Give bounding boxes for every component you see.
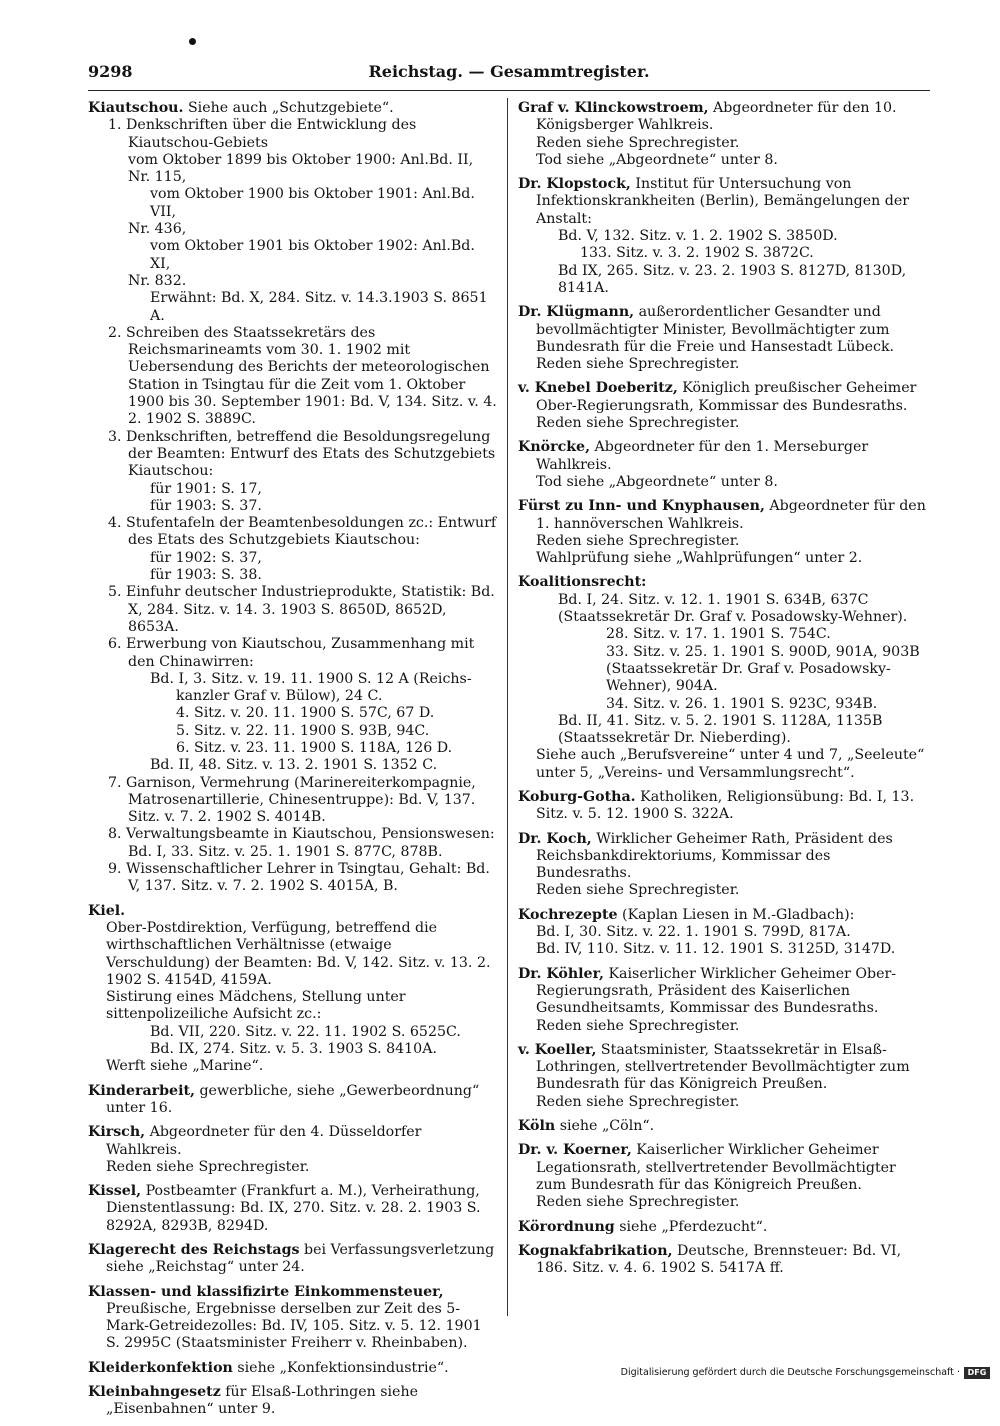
entry-subline: Bd IX, 265. Sitz. v. 23. 2. 1903 S. 8127D, 8130D, 8141A.	[558, 262, 907, 296]
entry-text: Siehe auch „Schutzgebiete“.	[183, 100, 394, 116]
entry-text: (Kaplan Liesen in M.-Gladbach):	[617, 906, 855, 923]
index-entry	[88, 1124, 497, 1176]
entry-line	[518, 380, 930, 415]
left-column	[88, 100, 497, 1426]
entry-line	[518, 1118, 930, 1135]
entry-subline: 2. Schreiben des Staatssekretärs des Reichsmarineamts vom 30. 1. 1902 mit Uebersendung des Berichts der meteorologischen Station in Tsingtau für die Zeit vom 1. Oktober 1900 bis 30. September 1901: Bd. V, 134. Sitz. v. 4. 2. 1902 S. 3889C.	[108, 324, 497, 428]
index-entry	[88, 1384, 497, 1419]
entry-line	[518, 439, 930, 474]
entry-heading: Knörcke,	[518, 439, 591, 456]
entry-subline: vom Oktober 1899 bis Oktober 1900: Anl.Bd. II,	[128, 151, 474, 168]
index-entry	[518, 1042, 930, 1111]
entry-heading: Klassen- und klassifizirte Einkommensteuer,	[88, 1283, 444, 1300]
index-entry	[518, 574, 930, 782]
entry-text: siehe „Konfektionsindustrie“.	[232, 1359, 449, 1376]
index-entry	[518, 498, 930, 567]
entry-subline: Reden siehe Sprechregister.	[536, 415, 740, 432]
index-entry	[518, 789, 930, 824]
entry-heading: Kinderarbeit,	[88, 1082, 195, 1099]
entry-subline: 28. Sitz. v. 17. 1. 1901 S. 754C.	[606, 626, 831, 643]
entry-subline: Reden siehe Sprechregister.	[536, 356, 740, 373]
entry-text: Abgeordneter für den 1. Merseburger Wahlkreis.	[536, 439, 869, 473]
running-head: Reichstag. — Gesammtregister.	[368, 62, 650, 81]
entry-line	[518, 1042, 930, 1094]
entry-subline: 5. Einfuhr deutscher Industrieprodukte, Statistik: Bd. X, 284. Sitz. v. 14. 3. 1903 S. 8650D, 8652D, 8653A.	[108, 584, 495, 635]
column-divider	[507, 98, 508, 1316]
entry-text: Postbeamter (Frankfurt a. M.), Verheirathung, Dienstentlassung: Bd. IX, 270. Sitz. v. 28. 2. 1903 S. 8292A, 8293B, 8294D.	[106, 1183, 481, 1234]
entry-heading: Dr. Klügmann,	[518, 304, 635, 321]
entry-subline: vom Oktober 1900 bis Oktober 1901: Anl.Bd. VII,	[150, 186, 475, 220]
entry-subline: Bd. IX, 274. Sitz. v. 5. 3. 1903 S. 8410A.	[150, 1041, 437, 1058]
entry-subline: 8. Verwaltungsbeamte in Kiautschou, Pensionswesen: Bd. I, 33. Sitz. v. 25. 1. 1901 S. 877C, 878B.	[108, 826, 495, 860]
index-entry	[518, 380, 930, 432]
entry-heading: Koburg-Gotha.	[518, 788, 636, 805]
entry-subline: Reden siehe Sprechregister.	[536, 134, 740, 151]
entry-text: Deutsche, Brennsteuer: Bd. VI, 186. Sitz. v. 4. 6. 1902 S. 5417A ff.	[536, 1242, 902, 1277]
entry-subline: Nr. 436,	[128, 221, 187, 238]
entry-subline: Sistirung eines Mädchens, Stellung unter sittenpolizeiliche Aufsicht zc.:	[106, 989, 406, 1023]
entry-subline: Tod siehe „Abgeordnete“ unter 8.	[536, 151, 778, 168]
entry-heading: Fürst zu Inn- und Knyphausen,	[518, 498, 765, 515]
dfg-logo: DFG	[964, 1367, 990, 1379]
entry-subline: vom Oktober 1901 bis Oktober 1902: Anl.Bd. XI,	[150, 238, 475, 272]
header-rule	[88, 90, 930, 91]
entry-subline: 9. Wissenschaftlicher Lehrer in Tsingtau, Gehalt: Bd. V, 137. Sitz. v. 7. 2. 1902 S. 4015A, B.	[108, 861, 490, 895]
entry-heading: Kognakfabrikation,	[518, 1242, 673, 1259]
index-entry	[88, 1083, 497, 1118]
entry-subline: Reden siehe Sprechregister.	[536, 1017, 740, 1034]
entry-subline: Reden siehe Sprechregister.	[536, 532, 740, 549]
entry-heading: Dr. Koch,	[518, 830, 592, 847]
entry-subline: 4. Stufentafeln der Beamtenbesoldungen zc.: Entwurf des Etats des Schutzgebiets Kiautschou:	[108, 515, 497, 549]
entry-subline: Reden siehe Sprechregister.	[536, 1194, 740, 1211]
index-entry	[518, 1142, 930, 1211]
entry-heading: Kirsch,	[88, 1124, 146, 1141]
index-entry	[518, 907, 930, 959]
entry-heading: Kleiderkonfektion	[88, 1359, 233, 1376]
entry-line	[518, 907, 930, 924]
entry-subline: Siehe auch „Berufsvereine“ unter 4 und 7, „Seeleute“ unter 5, „Vereins- und Versammlungsrecht“.	[536, 747, 925, 781]
entry-subline: Bd. I, 3. Sitz. v. 19. 11. 1900 S. 12 A (Reichs-	[150, 670, 472, 687]
entry-subline: Bd. V, 132. Sitz. v. 1. 2. 1902 S. 3850D.	[558, 228, 838, 245]
entry-subline: 5. Sitz. v. 22. 11. 1900 S. 93B, 94C.	[176, 722, 430, 739]
right-column	[518, 100, 930, 1284]
entry-heading: Kiel.	[88, 902, 126, 919]
entry-subline: Nr. 832.	[128, 272, 187, 289]
entry-subline: 33. Sitz. v. 25. 1. 1901 S. 900D, 901A, 903B (Staatssekretär Dr. Graf v. Posadowsky-Wehner), 904A.	[606, 643, 920, 695]
entry-heading: Kissel,	[88, 1183, 142, 1200]
entry-heading: Graf v. Klinckowstroem,	[518, 100, 709, 116]
entry-text: Institut für Untersuchung von Infektionskrankheiten (Berlin), Bemängelungen der Anstalt:	[536, 176, 910, 227]
entry-heading: Dr. Köhler,	[518, 965, 604, 982]
entry-line	[88, 1124, 497, 1159]
index-entry	[518, 1118, 930, 1135]
entry-heading: v. Knebel Doeberitz,	[518, 380, 678, 397]
entry-subline: 133. Sitz. v. 3. 2. 1902 S. 3872C.	[580, 245, 814, 262]
entry-line	[88, 1083, 497, 1118]
index-entry	[518, 176, 930, 297]
entry-subline: für 1903: S. 37.	[150, 497, 262, 514]
funding-credit: Digitalisierung gefördert durch die Deutsche Forschungsgemeinschaft ·	[620, 1367, 960, 1378]
entry-text: Staatsminister, Staatssekretär in Elsaß-Lothringen, stellvertretender Bevollmächtigter zum Bundesrath für das Königreich Preußen.	[536, 1041, 910, 1093]
entry-line	[518, 966, 930, 1018]
entry-text: Preußische, Ergebnisse derselben zur Zeit des 5-Mark-Getreidezolles: Bd. IV, 105. Sitz. v. 5. 12. 1901 S. 2995C (Staatsminister Freiherr v. Rheinbaben).	[106, 1300, 482, 1352]
index-entry	[518, 100, 930, 169]
index-entry	[88, 1360, 497, 1377]
entry-subline: 6. Erwerbung von Kiautschou, Zusammenhang mit den Chinawirren:	[108, 636, 475, 670]
entry-subline: kanzler Graf v. Bülow), 24 C.	[176, 688, 383, 705]
entry-line	[518, 176, 930, 228]
index-entry	[518, 439, 930, 491]
entry-heading: Kochrezepte	[518, 906, 618, 923]
entry-subline: für 1902: S. 37,	[150, 549, 262, 566]
entry-text: siehe „Pferdezucht“.	[614, 1218, 768, 1235]
entry-subline: 6. Sitz. v. 23. 11. 1900 S. 118A, 126 D.	[176, 739, 453, 756]
footer	[621, 1366, 990, 1380]
index-entry	[88, 1242, 497, 1277]
entry-line	[518, 304, 930, 356]
entry-line	[518, 831, 930, 883]
entry-subline: Bd. IV, 110. Sitz. v. 11. 12. 1901 S. 3125D, 3147D.	[536, 941, 896, 958]
entry-heading: Klagerecht des Reichstags	[88, 1242, 300, 1258]
entry-heading: Dr. v. Koerner,	[518, 1142, 632, 1159]
entry-subline: Reden siehe Sprechregister.	[536, 1093, 740, 1110]
index-entry	[88, 1284, 497, 1353]
entry-line	[518, 1142, 930, 1194]
index-entry	[518, 831, 930, 900]
entry-line	[518, 100, 930, 135]
entry-subline: 1. Denkschriften über die Entwicklung des Kiautschou-Gebiets	[108, 117, 417, 151]
index-entry	[88, 100, 497, 896]
entry-subline: 34. Sitz. v. 26. 1. 1901 S. 923C, 934B.	[606, 695, 878, 712]
entry-subline: 4. Sitz. v. 20. 11. 1900 S. 57C, 67 D.	[176, 705, 435, 722]
entry-line	[518, 498, 930, 533]
entry-subline: Wahlprüfung siehe „Wahlprüfungen“ unter 2.	[536, 550, 863, 567]
entry-line	[88, 903, 497, 920]
entry-text: Kaiserlicher Wirklicher Geheimer Legationsrath, stellvertretender Bevollmächtigter zum Bundesrath für das Königreich Preußen.	[536, 1142, 896, 1193]
entry-heading: v. Koeller,	[518, 1041, 597, 1058]
index-entry	[88, 1183, 497, 1235]
entry-line	[88, 1242, 497, 1277]
entry-subline: Nr. 115,	[128, 169, 187, 186]
index-entry	[518, 304, 930, 373]
entry-line	[88, 1284, 497, 1353]
entry-subline: für 1903: S. 38.	[150, 567, 262, 584]
index-entry	[88, 903, 497, 1076]
entry-text: für Elsaß-Lothringen siehe „Eisenbahnen“ unter 9.	[106, 1384, 418, 1418]
entry-line	[518, 1219, 930, 1236]
entry-text: bei Verfassungsverletzung siehe „Reichstag“ unter 24.	[106, 1242, 495, 1276]
entry-line	[88, 1384, 497, 1419]
entry-text: Wirklicher Geheimer Rath, Präsident des Reichsbankdirektoriums, Kommissar des Bundesraths.	[536, 830, 893, 882]
entry-text: Katholiken, Religionsübung: Bd. I, 13. Sitz. v. 5. 12. 1900 S. 322A.	[536, 788, 915, 823]
entry-text: Abgeordneter für den 10. Königsberger Wahlkreis.	[536, 100, 897, 134]
entry-subline: 3. Denkschriften, betreffend die Besoldungsregelung der Beamten: Entwurf des Etats des Schutzgebiets Kiautschou:	[108, 428, 496, 480]
entry-subline: Bd. I, 30. Sitz. v. 22. 1. 1901 S. 799D, 817A.	[536, 924, 851, 941]
entry-subline: Ober-Postdirektion, Verfügung, betreffend die wirthschaftlichen Verhältnisse (etwaige Verschuldung) der Beamten: Bd. V, 142. Sitz. v. 13. 2. 1902 S. 4154D, 4159A.	[106, 919, 491, 988]
entry-line	[88, 1183, 497, 1235]
entry-line	[518, 1243, 930, 1278]
entry-text: siehe „Cöln“.	[555, 1118, 655, 1135]
entry-subline: für 1901: S. 17,	[150, 480, 262, 497]
entry-heading: Köln	[518, 1118, 556, 1135]
entry-line	[88, 100, 497, 117]
entry-subline: Tod siehe „Abgeordnete“ unter 8.	[536, 473, 778, 490]
entry-text: Königlich preußischer Geheimer Ober-Regierungsrath, Kommissar des Bundesraths.	[536, 380, 917, 414]
entry-heading: Körordnung	[518, 1218, 615, 1235]
entry-line	[518, 574, 930, 591]
entry-text: gewerbliche, siehe „Gewerbeordnung“ unter 16.	[106, 1082, 480, 1116]
entry-subline: Werft siehe „Marine“.	[106, 1058, 264, 1075]
entry-line	[88, 1360, 497, 1377]
entry-subline: Bd. II, 48. Sitz. v. 13. 2. 1901 S. 1352 C.	[150, 757, 438, 774]
entry-heading: Kiautschou.	[88, 100, 184, 116]
entry-text: Abgeordneter für den 1. hannöverschen Wahlkreis.	[536, 498, 926, 532]
page-number: 9298	[88, 62, 133, 81]
entry-line	[518, 789, 930, 824]
entry-subline: Reden siehe Sprechregister.	[106, 1158, 310, 1175]
entry-text: Abgeordneter für den 4. Düsseldorfer Wahlkreis.	[106, 1124, 422, 1158]
index-entry	[518, 1243, 930, 1278]
entry-subline: Erwähnt: Bd. X, 284. Sitz. v. 14.3.1903 S. 8651 A.	[150, 290, 488, 324]
entry-text: außerordentlicher Gesandter und bevollmächtigter Minister, Bevollmächtigter zum Bundesrath für die Freie und Hansestadt Lübeck.	[536, 304, 895, 355]
index-entry	[518, 1219, 930, 1236]
entry-text: Kaiserlicher Wirklicher Geheimer Ober-Regierungsrath, Präsident des Kaiserlichen Gesundheitsamts, Kommissar des Bundesraths.	[536, 965, 897, 1017]
entry-heading: Dr. Klopstock,	[518, 176, 631, 193]
index-entry	[518, 966, 930, 1035]
entry-subline: Bd. VII, 220. Sitz. v. 22. 11. 1902 S. 6525C.	[150, 1023, 461, 1040]
entry-subline: Reden siehe Sprechregister.	[536, 882, 740, 899]
entry-heading: Koalitionsrecht:	[518, 574, 647, 591]
entry-subline: Bd. I, 24. Sitz. v. 12. 1. 1901 S. 634B, 637C (Staatssekretär Dr. Graf v. Posadowsky-Wehner).	[558, 591, 908, 626]
entry-heading: Kleinbahngesetz	[88, 1384, 221, 1401]
entry-subline: Bd. II, 41. Sitz. v. 5. 2. 1901 S. 1128A, 1135B (Staatssekretär Dr. Nieberding).	[558, 712, 883, 747]
ink-mark	[189, 38, 196, 45]
entry-subline: 7. Garnison, Vermehrung (Marinereiterkompagnie, Matrosenartillerie, Chinesentruppe): Bd. V, 137. Sitz. v. 7. 2. 1902 S. 4014B.	[108, 774, 476, 826]
page-header	[88, 62, 930, 86]
